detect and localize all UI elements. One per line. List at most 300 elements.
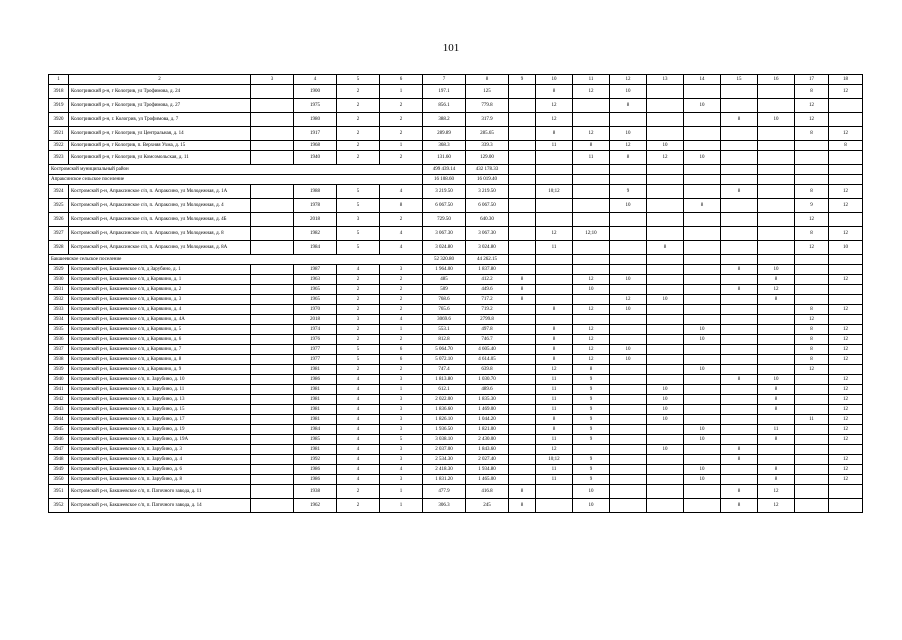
floors-cell: 2 — [337, 141, 380, 151]
col-13-cell — [647, 113, 684, 127]
col-14-cell — [684, 395, 721, 405]
col-12-cell: 8 — [610, 151, 647, 165]
section-row — [49, 255, 863, 265]
col-11-cell — [573, 265, 610, 275]
page-number: 101 — [442, 42, 460, 54]
col-13-cell — [647, 345, 684, 355]
table-row — [49, 475, 863, 485]
empty-cell — [251, 113, 294, 127]
entrances-cell: 1 — [380, 499, 423, 513]
col-10-cell — [536, 499, 573, 513]
col-11-cell: 9 — [573, 375, 610, 385]
entrances-cell: 3 — [380, 475, 423, 485]
row-id-cell: 3942 — [49, 395, 69, 405]
col-16-cell — [758, 213, 795, 227]
col-11-cell: 9 — [573, 425, 610, 435]
col-16-cell — [758, 355, 795, 365]
col-12-cell — [610, 465, 647, 475]
col-17-cell — [795, 455, 829, 465]
floors-cell: 5 — [337, 345, 380, 355]
col-17-cell: 12 — [795, 213, 829, 227]
entrances-cell: 3 — [380, 395, 423, 405]
total-area-cell: 6 067.50 — [423, 199, 466, 213]
row-id-cell: 3928 — [49, 241, 69, 255]
table-row — [49, 199, 863, 213]
year-cell: 1917 — [294, 127, 337, 141]
col-17-cell — [795, 151, 829, 165]
col-16-cell: 12 — [758, 285, 795, 295]
col-16-cell — [758, 345, 795, 355]
empty-cell — [721, 255, 758, 265]
col-13-cell — [647, 485, 684, 499]
col-10-cell: 8 — [536, 355, 573, 365]
address-cell: Костромской р-н, Бакшеевское с/п, п. Зарубино, д. 19А — [69, 435, 251, 445]
col-13-cell — [647, 455, 684, 465]
entrances-cell: 1 — [380, 85, 423, 99]
address-cell: Костромской р-н, Бакшеевское с/п, д Зарубино, д. 1 — [69, 265, 251, 275]
col-14-cell — [684, 355, 721, 365]
empty-cell — [251, 395, 294, 405]
empty-cell — [251, 335, 294, 345]
total-area-cell: 131.60 — [423, 151, 466, 165]
total-area-cell: 1 813.80 — [423, 375, 466, 385]
col-11-cell: 12 — [573, 305, 610, 315]
empty-cell — [536, 255, 573, 265]
col-16-cell: 10 — [758, 113, 795, 127]
address-cell: Костромской р-н, Бакшеевское с/п, п. Зарубино, д. 8 — [69, 475, 251, 485]
col-14-cell: 10 — [684, 425, 721, 435]
col-9-cell — [509, 375, 536, 385]
col-12-cell — [610, 499, 647, 513]
col-9-cell — [509, 405, 536, 415]
year-cell: 1984 — [294, 425, 337, 435]
col-11-cell: 9 — [573, 415, 610, 425]
row-id-cell: 3923 — [49, 151, 69, 165]
col-11-cell: 12 — [573, 345, 610, 355]
col-15-cell — [721, 85, 758, 99]
empty-cell — [536, 175, 573, 185]
living-area-cell: 497.8 — [466, 325, 509, 335]
living-area-cell: 489.6 — [466, 385, 509, 395]
col-13-cell — [647, 265, 684, 275]
floors-cell: 3 — [337, 213, 380, 227]
col-13-cell — [647, 335, 684, 345]
row-id-cell: 3935 — [49, 325, 69, 335]
living-area-cell: 1 044.20 — [466, 415, 509, 425]
table-row — [49, 435, 863, 445]
col-10-cell: 11 — [536, 375, 573, 385]
empty-cell — [758, 165, 795, 175]
col-13-cell: 10 — [647, 141, 684, 151]
empty-cell — [758, 175, 795, 185]
floors-cell: 4 — [337, 425, 380, 435]
col-15-cell — [721, 315, 758, 325]
col-15-cell — [721, 365, 758, 375]
col-11-cell: 12 — [573, 275, 610, 285]
entrances-cell: 3 — [380, 405, 423, 415]
col-16-cell — [758, 455, 795, 465]
header-cell: 14 — [684, 75, 721, 85]
col-13-cell: 10 — [647, 415, 684, 425]
empty-cell — [573, 255, 610, 265]
year-cell: 1986 — [294, 465, 337, 475]
address-cell: Кологривский р-н, г Кологрив, ул Трофимова, д. 24 — [69, 85, 251, 99]
col-14-cell — [684, 185, 721, 199]
col-14-cell — [684, 499, 721, 513]
empty-cell — [684, 175, 721, 185]
entrances-cell: 4 — [380, 227, 423, 241]
address-cell: Кологривский р-н, г. Кологрив, ул Трофимова, д. 7 — [69, 113, 251, 127]
row-id-cell: 3933 — [49, 305, 69, 315]
row-id-cell: 3951 — [49, 485, 69, 499]
col-15-cell: 8 — [721, 375, 758, 385]
col-16-cell — [758, 445, 795, 455]
col-12-cell — [610, 213, 647, 227]
col-11-cell: 10 — [573, 485, 610, 499]
col-12-cell: 10 — [610, 275, 647, 285]
row-id-cell: 3919 — [49, 99, 69, 113]
col-14-cell — [684, 85, 721, 99]
living-area-cell: 129.00 — [466, 151, 509, 165]
total-area-cell: 5 072.10 — [423, 355, 466, 365]
address-cell: Костромской р-н, Бакшеевское с/п, п. Паточного завода, д. 11 — [69, 485, 251, 499]
floors-cell: 2 — [337, 127, 380, 141]
empty-cell — [251, 285, 294, 295]
entrances-cell: 2 — [380, 285, 423, 295]
floors-cell: 2 — [337, 295, 380, 305]
year-cell: 1977 — [294, 345, 337, 355]
col-13-cell — [647, 275, 684, 285]
col-11-cell — [573, 241, 610, 255]
col-13-cell — [647, 435, 684, 445]
table-row — [49, 365, 863, 375]
col-12-cell — [610, 415, 647, 425]
table-row — [49, 499, 863, 513]
entrances-cell: 3 — [380, 375, 423, 385]
address-cell: Костромской р-н, Бакшеевское с/п, п. Паточного завода, д. 14 — [69, 499, 251, 513]
floors-cell: 2 — [337, 325, 380, 335]
floors-cell: 4 — [337, 395, 380, 405]
col-17-cell — [795, 405, 829, 415]
col-18-cell: 12 — [829, 185, 863, 199]
year-cell: 1974 — [294, 325, 337, 335]
address-cell: Костромской р-н, Бакшеевское с/п, п. Зарубино, д. 6 — [69, 465, 251, 475]
col-14-cell — [684, 265, 721, 275]
empty-cell — [829, 165, 863, 175]
living-area-cell: 717.2 — [466, 295, 509, 305]
col-13-cell — [647, 375, 684, 385]
header-cell: 4 — [294, 75, 337, 85]
col-16-cell — [758, 305, 795, 315]
col-16-cell: 12 — [758, 499, 795, 513]
col-15-cell — [721, 335, 758, 345]
total-area-cell: 499 439.14 — [423, 165, 466, 175]
row-id-cell: 3930 — [49, 275, 69, 285]
year-cell: 1965 — [294, 295, 337, 305]
year-cell: 1976 — [294, 335, 337, 345]
col-17-cell — [795, 445, 829, 455]
col-10-cell: 12 — [536, 113, 573, 127]
col-17-cell — [795, 485, 829, 499]
table-row — [49, 385, 863, 395]
col-10-cell: 12 — [536, 365, 573, 375]
row-id-cell: 3918 — [49, 85, 69, 99]
floors-cell: 4 — [337, 265, 380, 275]
col-9-cell — [509, 241, 536, 255]
floors-cell: 2 — [337, 275, 380, 285]
col-15-cell — [721, 99, 758, 113]
address-cell: Костромской р-н, Бакшеевское с/п, д Корякино, д. 9 — [69, 365, 251, 375]
col-18-cell — [829, 213, 863, 227]
empty-cell — [829, 255, 863, 265]
col-18-cell — [829, 499, 863, 513]
floors-cell: 4 — [337, 455, 380, 465]
living-area-cell: 746.7 — [466, 335, 509, 345]
empty-cell — [684, 255, 721, 265]
col-12-cell: 8 — [610, 99, 647, 113]
row-id-cell: 3937 — [49, 345, 69, 355]
table-row — [49, 285, 863, 295]
total-area-cell: 3069.6 — [423, 315, 466, 325]
table-row — [49, 425, 863, 435]
empty-cell — [251, 325, 294, 335]
col-9-cell: 8 — [509, 295, 536, 305]
col-10-cell: 11 — [536, 141, 573, 151]
header-cell: 9 — [509, 75, 536, 85]
header-cell: 13 — [647, 75, 684, 85]
floors-cell: 2 — [337, 99, 380, 113]
empty-cell — [251, 227, 294, 241]
address-cell: Кологривский р-н, г Кологрив, ул Комсомольская, д. 11 — [69, 151, 251, 165]
col-15-cell — [721, 465, 758, 475]
col-15-cell — [721, 325, 758, 335]
total-area-cell: 1 826.10 — [423, 415, 466, 425]
table-row — [49, 99, 863, 113]
table-row — [49, 375, 863, 385]
col-10-cell: 12 — [536, 99, 573, 113]
total-area-cell: 2 022.00 — [423, 395, 466, 405]
total-area-cell: 729.50 — [423, 213, 466, 227]
floors-cell: 4 — [337, 435, 380, 445]
entrances-cell: 4 — [380, 315, 423, 325]
total-area-cell: 553.1 — [423, 325, 466, 335]
col-14-cell — [684, 275, 721, 285]
col-16-cell — [758, 241, 795, 255]
empty-cell — [251, 485, 294, 499]
col-13-cell — [647, 499, 684, 513]
header-cell: 3 — [251, 75, 294, 85]
floors-cell: 2 — [337, 485, 380, 499]
floors-cell: 4 — [337, 415, 380, 425]
empty-cell — [251, 199, 294, 213]
col-16-cell — [758, 199, 795, 213]
col-9-cell — [509, 445, 536, 455]
total-area-cell: 1 836.60 — [423, 405, 466, 415]
col-14-cell — [684, 227, 721, 241]
col-9-cell — [509, 305, 536, 315]
col-10-cell: 12 — [536, 445, 573, 455]
col-11-cell: 12 — [573, 355, 610, 365]
col-9-cell — [509, 213, 536, 227]
empty-cell — [647, 175, 684, 185]
col-10-cell: 8 — [536, 425, 573, 435]
year-cell: 1987 — [294, 265, 337, 275]
floors-cell: 4 — [337, 475, 380, 485]
col-10-cell: 8 — [536, 325, 573, 335]
col-12-cell — [610, 405, 647, 415]
col-17-cell — [795, 395, 829, 405]
empty-cell — [251, 465, 294, 475]
col-14-cell: 10 — [684, 365, 721, 375]
table-row — [49, 113, 863, 127]
col-15-cell — [721, 295, 758, 305]
col-18-cell: 12 — [829, 415, 863, 425]
entrances-cell: 2 — [380, 213, 423, 227]
living-area-cell: 2 027.40 — [466, 455, 509, 465]
table-row — [49, 275, 863, 285]
col-10-cell: 8 — [536, 127, 573, 141]
year-cell: 1982 — [294, 227, 337, 241]
address-cell: Костромской р-н, Бакшеевское с/п, д Корякино, д. 6 — [69, 335, 251, 345]
col-14-cell — [684, 113, 721, 127]
col-18-cell — [829, 99, 863, 113]
col-14-cell — [684, 213, 721, 227]
empty-cell — [251, 405, 294, 415]
col-13-cell — [647, 185, 684, 199]
col-14-cell: 10 — [684, 99, 721, 113]
living-area-cell: 2 430.00 — [466, 435, 509, 445]
header-cell: 5 — [337, 75, 380, 85]
address-cell: Костромской р-н, Бакшеевское с/п, д Корякино, д. 3 — [69, 295, 251, 305]
col-15-cell — [721, 151, 758, 165]
empty-cell — [251, 213, 294, 227]
col-11-cell — [573, 113, 610, 127]
col-11-cell: 12;10 — [573, 227, 610, 241]
col-17-cell — [795, 465, 829, 475]
row-id-cell: 3949 — [49, 465, 69, 475]
row-id-cell: 3925 — [49, 199, 69, 213]
col-14-cell: 10 — [684, 151, 721, 165]
col-17-cell — [795, 285, 829, 295]
col-15-cell: 8 — [721, 455, 758, 465]
col-16-cell — [758, 315, 795, 325]
col-11-cell — [573, 199, 610, 213]
col-16-cell — [758, 151, 795, 165]
total-area-cell: 3 024.80 — [423, 241, 466, 255]
col-11-cell: 9 — [573, 395, 610, 405]
total-area-cell: 1 936.50 — [423, 425, 466, 435]
section-title: Бакшеевское сельское поселение — [49, 255, 423, 265]
row-id-cell: 3943 — [49, 405, 69, 415]
year-cell: 1981 — [294, 445, 337, 455]
col-10-cell: 12 — [536, 227, 573, 241]
col-15-cell — [721, 199, 758, 213]
col-15-cell — [721, 275, 758, 285]
header-cell: 7 — [423, 75, 466, 85]
col-12-cell — [610, 445, 647, 455]
empty-cell — [610, 165, 647, 175]
year-cell: 1981 — [294, 415, 337, 425]
col-18-cell: 12 — [829, 345, 863, 355]
living-area-cell: 4 605.40 — [466, 345, 509, 355]
year-cell: 1970 — [294, 305, 337, 315]
header-row — [49, 75, 863, 85]
col-18-cell: 12 — [829, 395, 863, 405]
col-9-cell — [509, 465, 536, 475]
col-14-cell: 8 — [684, 199, 721, 213]
address-cell: Костромской р-н, Апраксинское с/п, п. Апраксино, ул Молодежная, д. 8 — [69, 227, 251, 241]
col-18-cell: 12 — [829, 355, 863, 365]
col-11-cell: 12 — [573, 85, 610, 99]
header-cell: 17 — [795, 75, 829, 85]
col-16-cell — [758, 99, 795, 113]
col-14-cell — [684, 405, 721, 415]
col-15-cell: 8 — [721, 445, 758, 455]
floors-cell: 2 — [337, 365, 380, 375]
col-13-cell — [647, 85, 684, 99]
col-12-cell — [610, 241, 647, 255]
address-cell: Костромской р-н, Апраксинское с/п, п. Апраксино, ул Молодежная, д. 8А — [69, 241, 251, 255]
living-area-cell: 719.2 — [466, 305, 509, 315]
col-17-cell — [795, 499, 829, 513]
living-area-cell: 125 — [466, 85, 509, 99]
entrances-cell: 1 — [380, 141, 423, 151]
col-12-cell: 9 — [610, 185, 647, 199]
col-11-cell: 9 — [573, 455, 610, 465]
col-13-cell — [647, 227, 684, 241]
col-16-cell: 8 — [758, 275, 795, 285]
col-17-cell — [795, 425, 829, 435]
col-9-cell: 8 — [509, 275, 536, 285]
col-15-cell — [721, 425, 758, 435]
col-13-cell — [647, 425, 684, 435]
col-14-cell: 10 — [684, 435, 721, 445]
col-15-cell — [721, 213, 758, 227]
entrances-cell: 2 — [380, 275, 423, 285]
col-17-cell: 12 — [795, 99, 829, 113]
col-9-cell — [509, 99, 536, 113]
col-17-cell: 12 — [795, 315, 829, 325]
entrances-cell: 1 — [380, 385, 423, 395]
col-17-cell — [795, 275, 829, 285]
col-12-cell: 10 — [610, 355, 647, 365]
col-11-cell: 9 — [573, 475, 610, 485]
col-16-cell — [758, 415, 795, 425]
table-row — [49, 325, 863, 335]
empty-cell — [251, 85, 294, 99]
living-area-cell: 1 821.00 — [466, 425, 509, 435]
entrances-cell: 3 — [380, 415, 423, 425]
table-row — [49, 241, 863, 255]
col-15-cell — [721, 241, 758, 255]
living-area-cell: 1 934.80 — [466, 465, 509, 475]
col-9-cell — [509, 395, 536, 405]
living-area-cell: 339.3 — [466, 141, 509, 151]
col-15-cell — [721, 395, 758, 405]
empty-cell — [509, 175, 536, 185]
housing-table — [48, 74, 863, 513]
table-row — [49, 185, 863, 199]
table-row — [49, 485, 863, 499]
col-9-cell — [509, 227, 536, 241]
col-13-cell — [647, 465, 684, 475]
col-15-cell — [721, 127, 758, 141]
col-15-cell — [721, 475, 758, 485]
col-17-cell — [795, 265, 829, 275]
floors-cell: 2 — [337, 85, 380, 99]
col-15-cell — [721, 305, 758, 315]
col-11-cell: 10 — [573, 285, 610, 295]
